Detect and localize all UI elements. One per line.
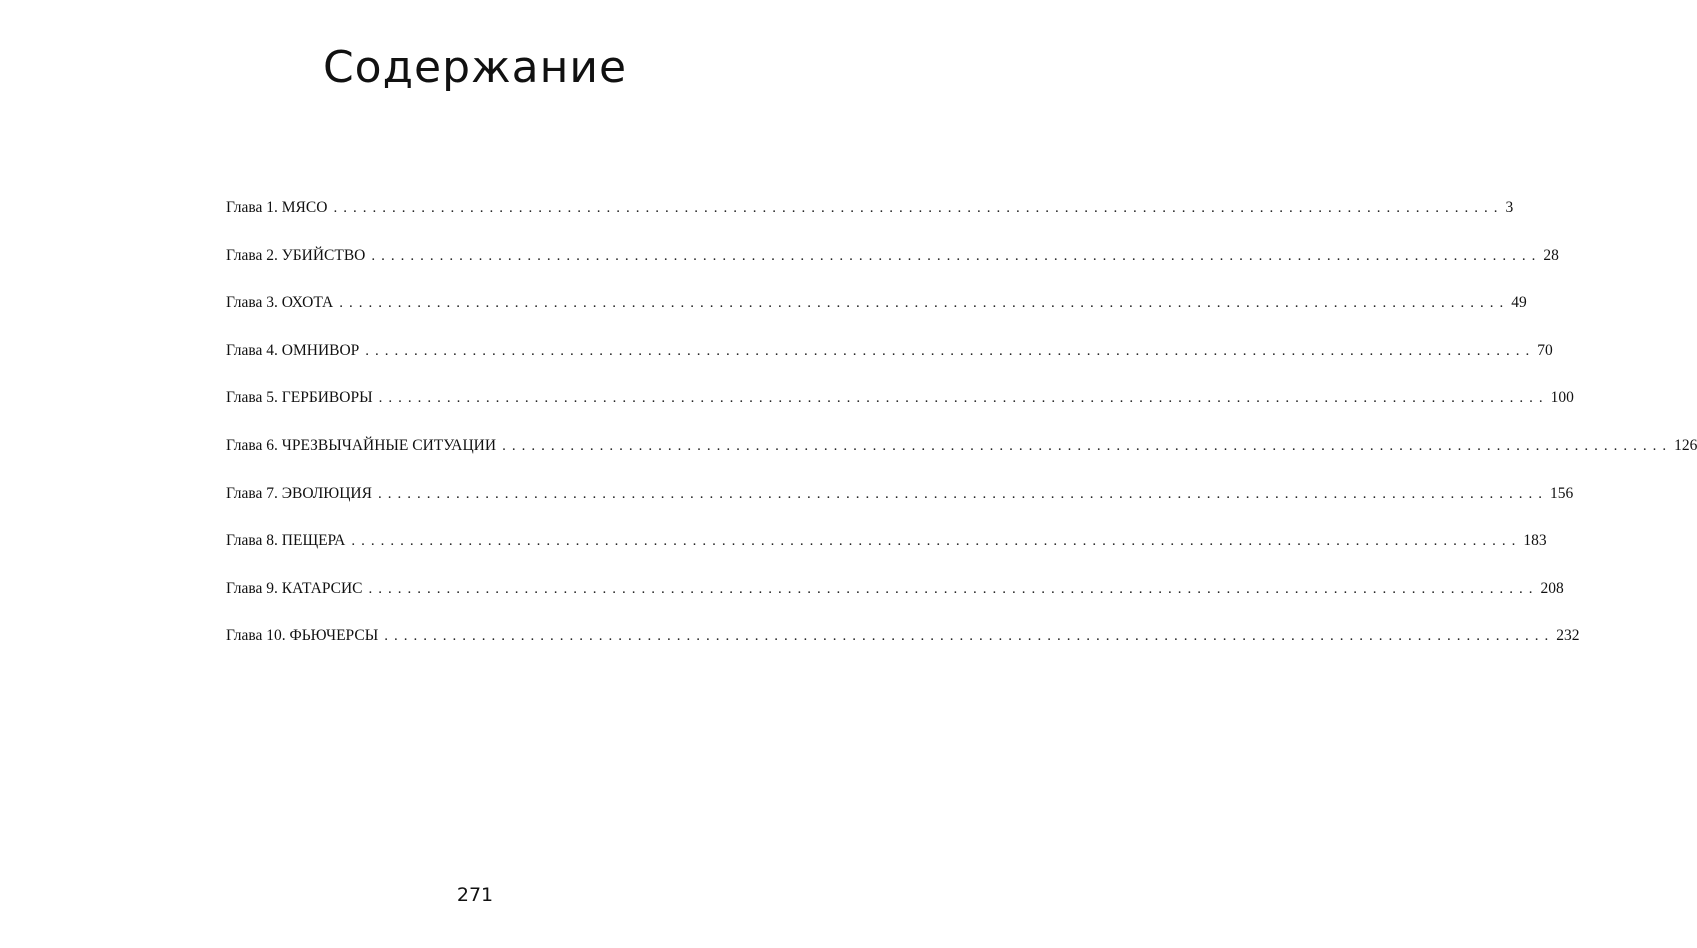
- toc-entry-page: 28: [1543, 246, 1559, 264]
- toc-entry-label: Глава 3. ОХОТА: [226, 294, 334, 312]
- toc-leader-dots: ........................................................................................................................: [339, 295, 1510, 312]
- table-of-contents: [226, 199, 1697, 675]
- toc-entry: [226, 532, 1547, 580]
- toc-leader-dots: ........................................................................................................................: [377, 485, 1548, 502]
- toc-entry-page: 70: [1537, 341, 1553, 359]
- page-number: 271: [456, 884, 494, 906]
- toc-leader-dots: ........................................................................................................................: [365, 342, 1536, 359]
- toc-entry-label: Глава 5. ГЕРБИВОРЫ: [226, 389, 373, 407]
- toc-entry: [226, 294, 1527, 342]
- toc-entry-label: Глава 6. ЧРЕЗВЫЧАЙНЫЕ СИТУАЦИИ: [226, 436, 497, 454]
- toc-entry-label: Глава 2. УБИЙСТВО: [226, 246, 366, 264]
- toc-entry: [226, 436, 1697, 485]
- toc-entry-label: Глава 1. МЯСО: [226, 199, 328, 216]
- toc-entry-label: Глава 10. ФЬЮЧЕРСЫ: [226, 627, 379, 645]
- toc-entry-page: 183: [1523, 532, 1547, 550]
- toc-entry-page: 49: [1511, 294, 1527, 312]
- toc-leader-dots: ........................................................................................................................: [368, 580, 1539, 597]
- toc-leader-dots: ........................................................................................................................: [502, 437, 1673, 454]
- toc-leader-dots: ........................................................................................................................: [384, 628, 1555, 645]
- toc-entry-label: Глава 7. ЭВОЛЮЦИЯ: [226, 484, 372, 502]
- toc-entry-page: 100: [1550, 389, 1574, 407]
- toc-entry: [226, 246, 1559, 295]
- toc-entry-page: 232: [1556, 627, 1580, 645]
- toc-leader-dots: ........................................................................................................................: [333, 200, 1504, 216]
- toc-entry: [226, 484, 1574, 533]
- toc-entry-page: 156: [1549, 484, 1574, 502]
- toc-entry: [226, 579, 1564, 628]
- toc-leader-dots: ........................................................................................................................: [351, 533, 1522, 550]
- toc-leader-dots: ........................................................................................................................: [371, 247, 1542, 264]
- toc-entry: [226, 341, 1553, 390]
- toc-entry-page: 3: [1505, 199, 1514, 216]
- page-title: Содержание: [322, 42, 628, 93]
- toc-entry-label: Глава 9. КАТАРСИС: [226, 579, 363, 597]
- toc-entry-label: Глава 8. ПЕЩЕРА: [226, 532, 346, 550]
- toc-leader-dots: ........................................................................................................................: [378, 390, 1549, 407]
- toc-entry: [226, 389, 1574, 437]
- toc-entry: [226, 199, 1514, 247]
- toc-entry-label: Глава 4. ОМНИВОР: [226, 341, 360, 359]
- toc-entry: [226, 627, 1580, 675]
- toc-entry-page: 126: [1674, 436, 1697, 454]
- toc-entry-page: 208: [1540, 579, 1564, 597]
